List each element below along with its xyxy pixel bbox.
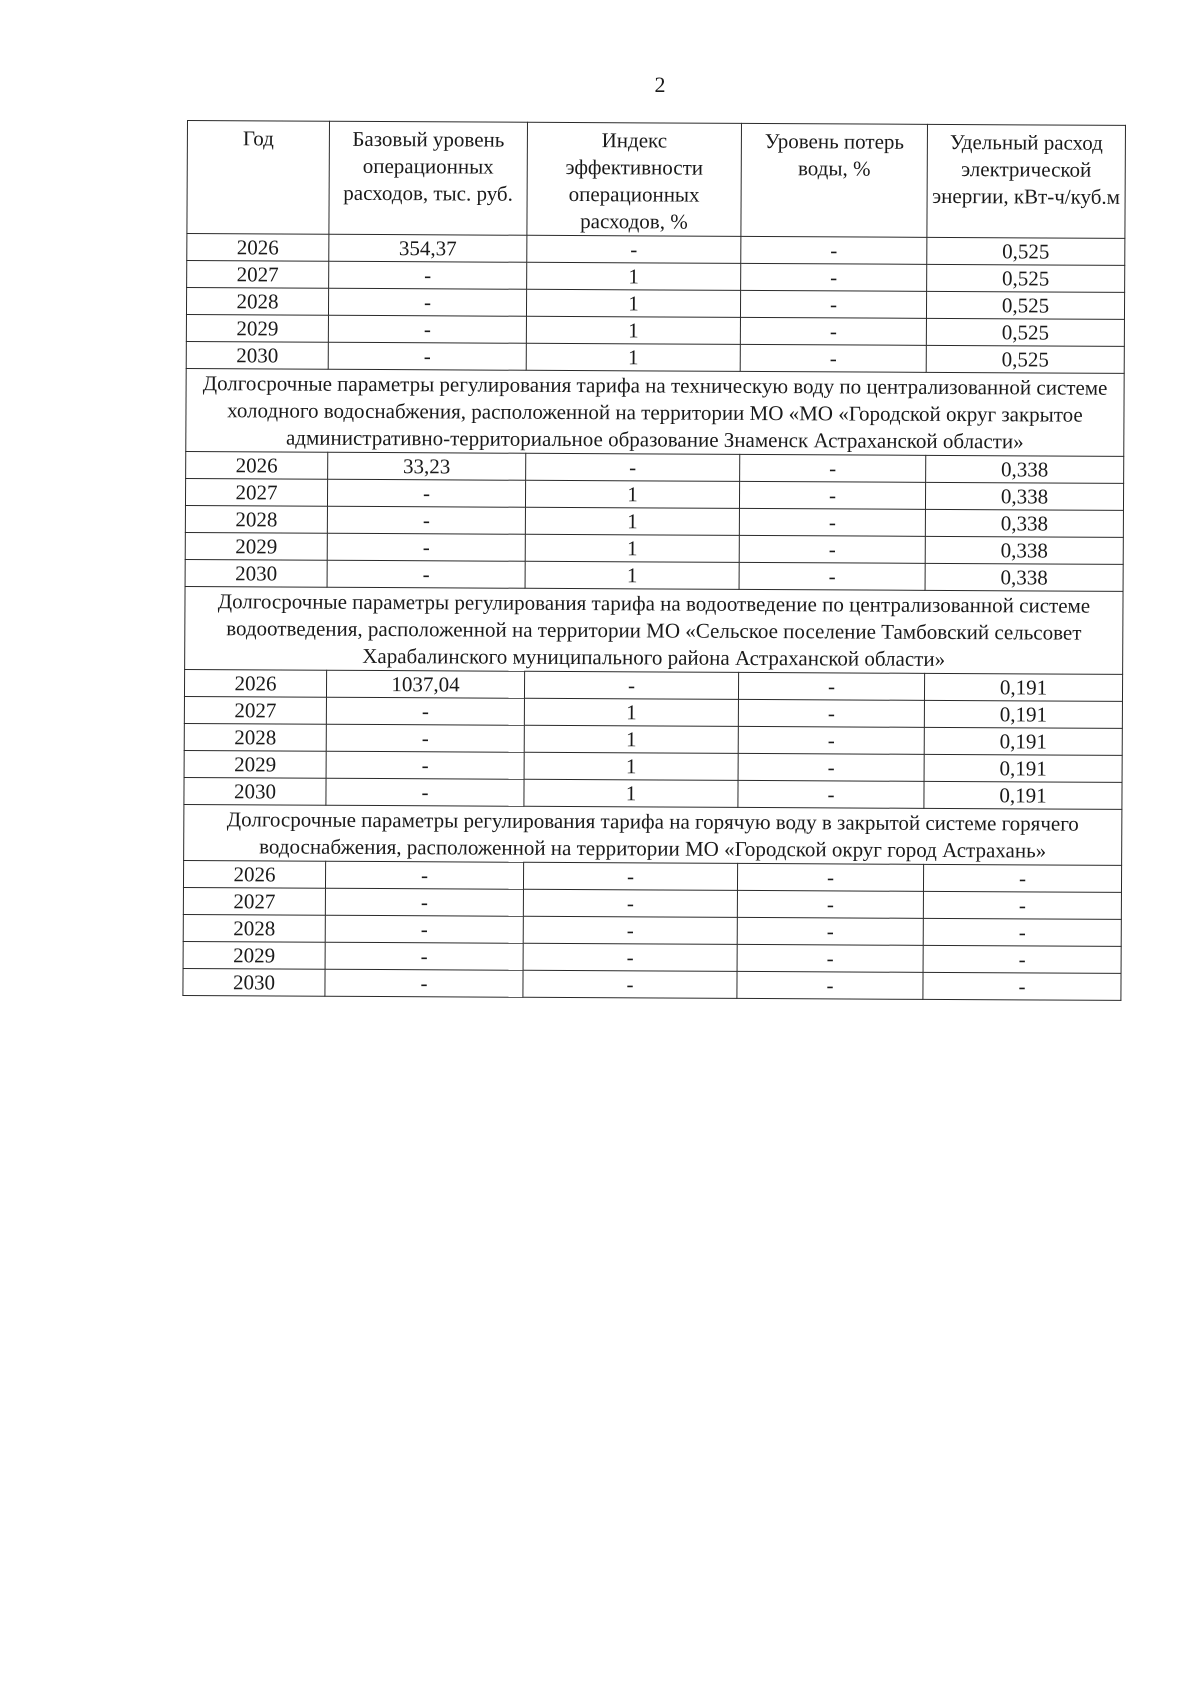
cell-year: 2029	[183, 941, 325, 969]
cell-electricity: 0,525	[927, 264, 1125, 292]
cell-water-loss: -	[738, 726, 924, 754]
cell-efficiency-index: 1	[525, 480, 739, 508]
cell-efficiency-index: -	[524, 671, 738, 699]
cell-efficiency-index: 1	[524, 725, 738, 753]
cell-efficiency-index: -	[523, 943, 737, 971]
cell-year: 2026	[184, 669, 326, 697]
cell-water-loss: -	[739, 535, 925, 563]
cell-base-cost: -	[328, 342, 526, 370]
table-section-3	[183, 804, 1122, 1000]
cell-year: 2026	[183, 860, 325, 888]
cell-base-cost: -	[325, 942, 523, 970]
cell-electricity: 0,338	[925, 509, 1123, 537]
page-number: 2	[654, 72, 666, 97]
cell-base-cost: 354,37	[329, 234, 527, 262]
cell-year: 2028	[186, 288, 328, 316]
section-title-row	[184, 804, 1122, 865]
section-title: Долгосрочные параметры регулирования тарифа на техническую воду по централизованной системе холодного водоснабжения, расположенной на территории МО «МО «Городской округ закрытое административно-территориальное образование Знаменск Астраханской области»	[186, 368, 1124, 456]
cell-efficiency-index: -	[527, 235, 741, 263]
cell-water-loss: -	[737, 917, 923, 945]
cell-water-loss: -	[737, 971, 923, 999]
cell-base-cost: -	[326, 751, 524, 779]
cell-base-cost: -	[326, 697, 524, 725]
cell-electricity: 0,525	[926, 318, 1124, 346]
cell-water-loss: -	[738, 780, 924, 808]
cell-electricity: -	[923, 972, 1121, 1000]
cell-water-loss: -	[739, 481, 925, 509]
cell-base-cost: -	[328, 288, 526, 316]
cell-year: 2026	[187, 234, 329, 262]
cell-efficiency-index: 1	[524, 752, 738, 780]
cell-efficiency-index: 1	[525, 561, 739, 589]
cell-year: 2030	[185, 559, 327, 587]
cell-year: 2030	[186, 341, 328, 369]
cell-base-cost: -	[325, 969, 523, 997]
cell-efficiency-index: 1	[527, 262, 741, 290]
cell-water-loss: -	[740, 290, 926, 318]
cell-efficiency-index: 1	[524, 779, 738, 807]
cell-efficiency-index: -	[526, 453, 740, 481]
cell-water-loss: -	[737, 890, 923, 918]
cell-year: 2027	[184, 696, 326, 724]
cell-electricity: 0,525	[927, 237, 1125, 265]
cell-efficiency-index: 1	[525, 534, 739, 562]
cell-year: 2028	[183, 914, 325, 942]
cell-efficiency-index: 1	[526, 343, 740, 371]
header-row	[187, 121, 1126, 239]
cell-base-cost: -	[329, 261, 527, 289]
cell-water-loss: -	[737, 863, 923, 891]
cell-water-loss: -	[741, 236, 927, 264]
cell-base-cost: -	[327, 533, 525, 561]
cell-base-cost: -	[325, 915, 523, 943]
cell-year: 2026	[186, 451, 328, 479]
cell-base-cost: -	[328, 315, 526, 343]
table-section-2	[184, 586, 1123, 809]
cell-electricity: 0,525	[926, 291, 1124, 319]
cell-base-cost: -	[326, 778, 524, 806]
header-year: Год	[187, 121, 330, 235]
cell-electricity: -	[923, 918, 1121, 946]
cell-base-cost: -	[325, 888, 523, 916]
header-base-cost: Базовый уровень операционных расходов, тыс. руб.	[329, 121, 528, 235]
cell-water-loss: -	[740, 344, 926, 372]
cell-year: 2028	[185, 505, 327, 533]
cell-electricity: -	[923, 864, 1121, 892]
cell-water-loss: -	[741, 263, 927, 291]
cell-base-cost: 33,23	[328, 452, 526, 480]
cell-base-cost: -	[327, 479, 525, 507]
cell-base-cost: -	[327, 560, 525, 588]
cell-water-loss: -	[739, 562, 925, 590]
cell-efficiency-index: 1	[524, 698, 738, 726]
section-title: Долгосрочные параметры регулирования тарифа на горячую воду в закрытой системе горячего водоснабжения, расположенной на территории МО «Городской округ город Астрахань»	[184, 804, 1122, 865]
table-section-0	[186, 234, 1125, 374]
cell-base-cost: -	[325, 861, 523, 889]
table-header	[187, 121, 1126, 239]
cell-water-loss: -	[738, 699, 924, 727]
cell-electricity: 0,191	[924, 673, 1122, 701]
cell-electricity: -	[923, 891, 1121, 919]
header-efficiency-index: Индекс эффективности операционных расходов, %	[527, 122, 742, 236]
cell-year: 2028	[184, 723, 326, 751]
cell-efficiency-index: 1	[526, 289, 740, 317]
cell-efficiency-index: -	[523, 889, 737, 917]
cell-electricity: 0,338	[925, 563, 1123, 591]
tariff-parameters-table	[182, 120, 1126, 1001]
cell-water-loss: -	[740, 454, 926, 482]
cell-electricity: 0,525	[926, 345, 1124, 373]
cell-year: 2029	[185, 532, 327, 560]
cell-electricity: 0,338	[925, 482, 1123, 510]
cell-electricity: 0,191	[924, 700, 1122, 728]
cell-base-cost: -	[326, 724, 524, 752]
cell-efficiency-index: -	[523, 916, 737, 944]
header-electricity: Удельный расход электрической энергии, кВт-ч/куб.м	[927, 124, 1126, 238]
cell-electricity: 0,191	[924, 754, 1122, 782]
cell-efficiency-index: 1	[525, 507, 739, 535]
table-section-1	[185, 368, 1124, 591]
cell-base-cost: -	[327, 506, 525, 534]
cell-electricity: 0,338	[925, 536, 1123, 564]
cell-water-loss: -	[740, 317, 926, 345]
table-row	[183, 968, 1121, 1000]
cell-year: 2027	[183, 887, 325, 915]
cell-year: 2029	[184, 750, 326, 778]
cell-year: 2027	[185, 478, 327, 506]
cell-year: 2030	[183, 968, 325, 996]
cell-water-loss: -	[738, 753, 924, 781]
cell-water-loss: -	[737, 944, 923, 972]
cell-efficiency-index: -	[523, 970, 737, 998]
cell-efficiency-index: 1	[526, 316, 740, 344]
section-title: Долгосрочные параметры регулирования тарифа на водоотведение по централизованной системе водоотведения, расположенной на территории МО «Сельское поселение Тамбовский сельсовет Харабалинского муниципального района Астраханской области»	[185, 586, 1123, 674]
section-title-row	[185, 586, 1123, 674]
cell-year: 2030	[184, 777, 326, 805]
cell-electricity: -	[923, 945, 1121, 973]
cell-water-loss: -	[738, 672, 924, 700]
cell-water-loss: -	[739, 508, 925, 536]
cell-year: 2029	[186, 314, 328, 342]
cell-electricity: 0,191	[924, 781, 1122, 809]
cell-efficiency-index: -	[523, 862, 737, 890]
cell-electricity: 0,191	[924, 727, 1122, 755]
section-title-row	[186, 368, 1124, 456]
cell-base-cost: 1037,04	[326, 670, 524, 698]
header-water-loss: Уровень потерь воды, %	[741, 123, 928, 237]
cell-year: 2027	[187, 261, 329, 289]
cell-electricity: 0,338	[926, 455, 1124, 483]
